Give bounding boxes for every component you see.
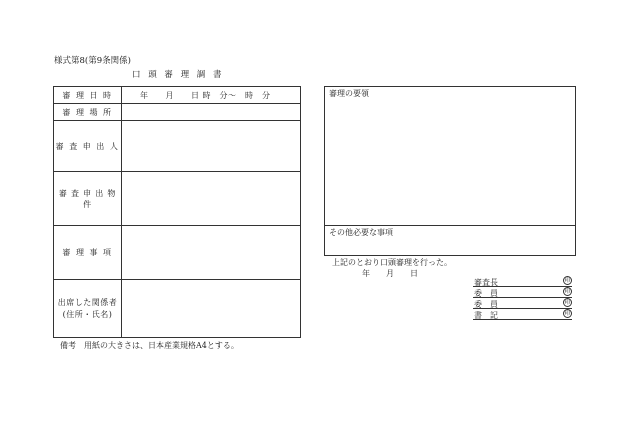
seal-icon: 印: [564, 277, 571, 284]
signature-role: 審査長: [474, 278, 498, 287]
seal-icon: 印: [564, 310, 571, 317]
label-attendees-line2: (住所・氏名): [62, 309, 113, 319]
row-applicant: [54, 121, 301, 172]
row-hearing-datetime: [54, 87, 301, 104]
label-applicant-property: 審 査 申 出 物 件: [54, 172, 122, 226]
form-title: 口 頭 審 理 調 書: [132, 70, 225, 80]
value-hearing-datetime[interactable]: 年 月 日 時 分～ 時 分: [122, 87, 301, 104]
value-hearing-place[interactable]: [122, 104, 301, 121]
label-attendees: [54, 280, 122, 338]
date-line: 年 月 日: [362, 269, 418, 278]
label-hearing-matters: 審 理 事 項: [54, 226, 122, 280]
signature-role: 書 記: [474, 311, 498, 320]
row-hearing-place: [54, 104, 301, 121]
seal-icon: 印: [564, 288, 571, 295]
summary-label: 審理の要領: [329, 89, 369, 98]
seal-icon: 印: [564, 299, 571, 306]
signature-line-member-2[interactable]: [473, 298, 572, 309]
value-hearing-matters[interactable]: [122, 226, 301, 280]
value-applicant[interactable]: [122, 121, 301, 172]
row-hearing-matters: [54, 226, 301, 280]
signature-line-clerk[interactable]: [473, 309, 572, 320]
row-applicant-property: [54, 172, 301, 226]
label-applicant: 審 査 申 出 人: [54, 121, 122, 172]
label-hearing-datetime: 審 理 日 時: [54, 87, 122, 104]
summary-divider: [325, 225, 575, 226]
hearing-info-table: [53, 86, 301, 338]
statement: 上記のとおり口頭審理を行った。: [332, 258, 452, 267]
value-attendees[interactable]: [122, 280, 301, 338]
form-number: 様式第8(第9条関係): [54, 56, 131, 66]
label-attendees-line1: 出席した関係者: [57, 297, 118, 307]
row-attendees: [54, 280, 301, 338]
hearing-summary-box: [324, 86, 576, 256]
signature-line-chief[interactable]: [473, 276, 572, 287]
signature-role: 委 員: [474, 289, 498, 298]
remarks-note: 備考 用紙の大きさは、日本産業規格A4とする。: [60, 341, 239, 350]
label-hearing-place: 審 理 場 所: [54, 104, 122, 121]
signature-role: 委 員: [474, 300, 498, 309]
signature-line-member-1[interactable]: [473, 287, 572, 298]
value-applicant-property[interactable]: [122, 172, 301, 226]
other-matters-label: その他必要な事項: [329, 228, 393, 237]
